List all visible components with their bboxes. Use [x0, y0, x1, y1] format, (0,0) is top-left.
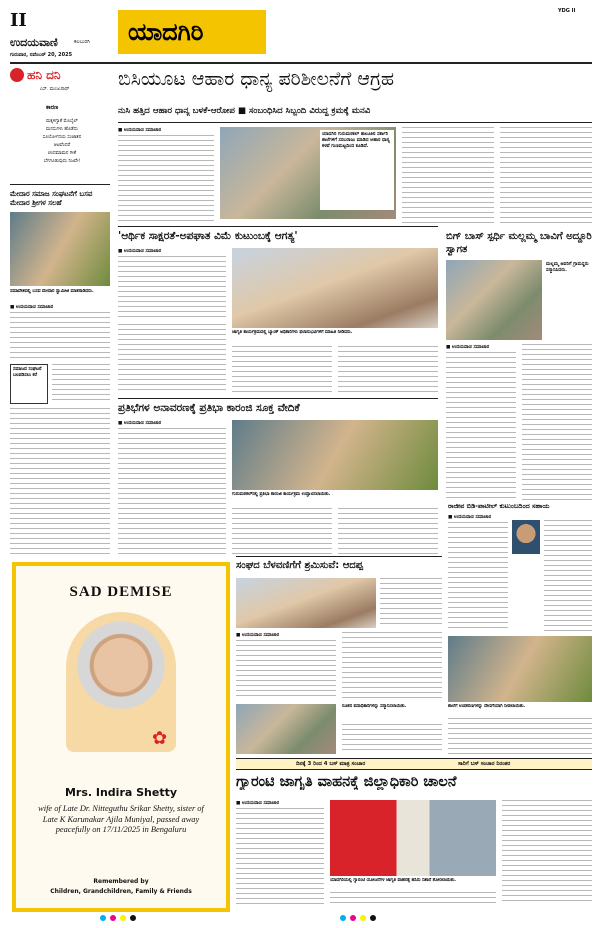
date-line: ಗುರುವಾರ, ನವೆಂಬರ್ 20, 2025 [10, 52, 73, 58]
paper-name: ಉದಯವಾಣಿ [10, 36, 58, 49]
donation-text-col1 [448, 522, 508, 632]
demise-title: SAD DEMISE [69, 584, 173, 600]
medara-box-note: ಸಮಾಜದ ಸಂಘಟನೆ ಬಲಪಡಿಸಲು ಕರೆ [13, 367, 42, 378]
medara-photo [10, 212, 110, 286]
medara-box [10, 364, 48, 404]
registration-marks [40, 914, 560, 922]
poem-line: ಮಕ್ಕಳಿಗ್ಯಾಕೆ ಮೊಬೈಲ್ [46, 119, 78, 124]
guarantee-byline: ■ ಉದಯವಾಣಿ ಸಮಾಚಾರ [236, 801, 280, 806]
left-rule [10, 184, 110, 185]
guarantee-caption: ಯಾದಗಿರಿಯಲ್ಲಿ ಗ್ಯಾರಂಟಿ ಯೋಜನೆಗಳ ಜಾಗೃತಿ ವಾಹನಕ್ಕೆ ಹಸಿರು ನಿಶಾನೆ ತೋರಲಾಯಿತು. [330, 878, 457, 883]
guarantee-photo [330, 800, 496, 876]
guarantee-text-col2 [502, 800, 592, 904]
talent-byline: ■ ಉದಯವಾಣಿ ಸಮಾಚಾರ [118, 421, 162, 426]
poem-line: ಮನಸುಗಳು ಹೊಡೆದು [46, 127, 78, 132]
medara-caption: ಸಮಾವೇಶದಲ್ಲಿ ಬಸವ ಮೇದಾರ ಸ್ವಾಮೀಜಿ ಮಾತನಾಡಿದರು. [10, 289, 94, 294]
ticker-right: ಸಾರಿಗೆ ಬಸ್ ಸಂಚಾರ ನಿರಂತರ [458, 761, 511, 767]
guarantee-text-col1 [236, 808, 324, 904]
reg-dot-black [370, 915, 376, 921]
medara-text [10, 312, 110, 360]
bigboss-photo [446, 260, 542, 340]
donation-text-col2 [544, 520, 592, 632]
donation-byline: ■ ಉದಯವಾಣಿ ಸಮಾಚಾರ [448, 515, 492, 520]
literacy-text-col4 [338, 346, 438, 394]
literacy-headline: 'ಆರ್ಥಿಕ ಸಾಕ್ಷರತೆ-ಅಪಘಾತ ವಿಮೆ ಕುಟುಂಬಕ್ಕೆ ಆಗತ್ಯ' [118, 230, 298, 242]
talent-text-col2 [232, 508, 332, 554]
poem-line: ಬೆಗಗೂಡುವುದು ನಿಜವೇ! [43, 159, 81, 164]
reg-dot-yellow [120, 915, 126, 921]
main-headline: ಬಿಸಿಯೂಟ ಆಹಾರ ಧಾನ್ಯ ಪರಿಶೀಲನೆಗೆ ಆಗ್ರಹ [118, 68, 395, 90]
main-text-col2 [402, 127, 494, 225]
literacy-text-col3 [232, 346, 332, 394]
donation-headline: ರಾಜೀವ ಬಿಡಿ-ಪಾಟೀಲ್ ಕುಟುಂಬದಿಂದ ಸಹಾಯ [448, 502, 550, 510]
main-byline: ■ ಉದಯವಾಣಿ ಸಮಾಚಾರ [118, 128, 162, 133]
demise-advert [12, 562, 230, 912]
reg-dot-magenta [110, 915, 116, 921]
bigboss-text-col2 [522, 344, 592, 500]
reg-dot-cyan [100, 915, 106, 921]
reg-dot-magenta [350, 915, 356, 921]
bigboss-photo-note: ಮಲ್ಲಮ್ಮ ಅವರಿಗೆ ಗ್ರಾಮಸ್ಥರು ಸನ್ಮಾನಿಸಿದರು. [546, 262, 589, 273]
reg-dot-yellow [360, 915, 366, 921]
masthead-rule [10, 62, 592, 64]
hani-dani-author: ಎಸ್. ಮಂಜುನಾಥ್ [40, 87, 70, 92]
talent-caption: ಗುರುಮಠಕಲ್‌ನಲ್ಲಿ ಪ್ರತಿಭಾ ಕಾರಂಜಿ ಕಾರ್ಯಕ್ರಮ ಉದ್ಘಾಟಿಸಲಾಯಿತು. [232, 492, 331, 497]
bigboss-byline: ■ ಉದಯವಾಣಿ ಸಮಾಚಾರ [446, 345, 490, 350]
page-number: II [10, 10, 27, 31]
guarantee-text-col3 [330, 892, 496, 904]
bigboss-headline: ಬಿಗ್ ಬಾಸ್ ಸ್ಪರ್ಧಿ ಮಲ್ಲಮ್ಮ ಬಾವಿಗೆ ಅದ್ದೂರಿ ಸ್ವಾಗತ [446, 231, 592, 255]
talent-text-col3 [338, 508, 438, 554]
org-caption: ನೂತನ ಪದಾಧಿಕಾರಿಗಳನ್ನು ಸನ್ಮಾನಿಸಲಾಯಿತು. [342, 704, 407, 709]
main-text-col1 [118, 135, 214, 225]
reg-dot-cyan [340, 915, 346, 921]
demise-name: Mrs. Indira Shetty [64, 786, 178, 799]
org-text-col3 [342, 724, 442, 754]
district-name: ಯಾದಗಿರಿ [128, 18, 204, 46]
org-text-col1 [236, 640, 336, 700]
hani-dani-badge [10, 68, 24, 82]
org-rule [236, 556, 442, 557]
talent-photo [232, 420, 438, 490]
org-photo-2 [236, 704, 336, 754]
main-pullquote: ಯಾದಗಿರಿ ಗುರುಮಠಕಲ್ ತಾಲೂಕಿನ ಸರ್ಕಾರಿ ಶಾಲೆಗಳಿಗೆ ಸರಬರಾಜು ಮಾಡಿದ ಆಹಾರ ಧಾನ್ಯ ಕಳಪೆ ಗುಣಮಟ್ಟದಿಂದ ಕೂಡಿದೆ. [320, 130, 394, 210]
poem-line: ಆಟವೆಂದರೆ [53, 143, 71, 148]
literacy-text-col1 [118, 256, 226, 320]
demise-details: wife of Late Dr. Nitteguthu Srikar Shetty, sister of Late K Karunakar Ajila Muniyal, passed away peacefully on 17/11/2025 in Bengaluru [38, 804, 204, 834]
flower-icon: ✿ [152, 728, 168, 749]
remembered-by: Children, Grandchildren, Family & Friends [50, 888, 192, 895]
medara-text-3 [10, 408, 110, 558]
remembered-label: Remembered by [93, 878, 149, 885]
talent-rule [118, 398, 438, 399]
medara-text-2 [52, 364, 110, 404]
poem-line: ಸೂರ್ಯೋದಯ ಸಂಜಾತನ [42, 135, 82, 140]
poem-heading: ಕಾರಣ [46, 104, 59, 111]
literacy-photo [232, 248, 438, 328]
main-subhead-rule [118, 122, 592, 123]
poem-line: ಚಂದಮಾಮನ ಗೀತೆ [47, 151, 77, 156]
talent-headline: ಪ್ರತಿಭೆಗಳ ಅನಾವರಣಕ್ಕೆ ಪ್ರತಿಭಾ ಕಾರಂಜಿ ಸೂಕ್ತ ವೇದಿಕೆ [118, 402, 300, 414]
donation-portrait [512, 520, 540, 554]
talent-text-col1 [118, 428, 226, 554]
org-text-col2 [342, 632, 442, 700]
reg-dot-black [130, 915, 136, 921]
org-photo [236, 578, 376, 628]
hani-dani-brand: ಹನಿ ದನಿ [27, 68, 61, 82]
donation-photo [448, 636, 592, 702]
org-text-side [380, 578, 442, 628]
literacy-rule [118, 226, 438, 227]
hani-dani-column [10, 68, 110, 188]
page-code: YDG II [558, 8, 576, 14]
main-subhead: ನುಸಿ ಹತ್ತಿದ ಆಹಾರ ಧಾನ್ಯ ಬಳಕೆ-ಆರೋಪ ■ ಸಂಬಂಧಿಸಿದ ಸಿಬ್ಬಂದಿ ವಿರುದ್ಧ ಕ್ರಮಕ್ಕೆ ಮನವಿ [118, 106, 371, 116]
ticker-left: ದಿನಕ್ಕೆ 3 ರಿಂದ 4 ಬಸ್ ಮಾತ್ರ ಸಂಚಾರ [296, 761, 366, 767]
donation-text-col3 [448, 718, 592, 754]
medara-headline: ಮೇದಾರ ಸಮಾಜ ಸಂಘಟನೆಗೆ ಬಸವ ಮೇದಾರ ಶ್ರೀಗಳ ಸಲಹೆ [10, 190, 93, 207]
edition-label: ಕಲಬುರಗಿ [74, 39, 90, 45]
ticker-bar [236, 758, 592, 770]
medara-byline: ■ ಉದಯವಾಣಿ ಸಮಾಚಾರ [10, 305, 54, 310]
org-headline: ಸಂಘದ ಬೆಳವಣಿಗೆಗೆ ಶ್ರಮಿಸುವೆ: ಆದಪ್ಪ [236, 560, 363, 571]
literacy-text-col2 [118, 324, 226, 394]
literacy-byline: ■ ಉದಯವಾಣಿ ಸಮಾಚಾರ [118, 249, 162, 254]
main-text-col3 [500, 127, 592, 225]
masthead [10, 8, 592, 64]
bigboss-text-col1 [446, 352, 516, 500]
donation-caption: ಶಾಲೆಗೆ ಉಪಕರಣಗಳನ್ನು ದೇಣಿಗೆಯಾಗಿ ನೀಡಲಾಯಿತು. [448, 704, 526, 709]
literacy-caption: ಜಾಗೃತಿ ಕಾರ್ಯಕ್ರಮದಲ್ಲಿ ಬ್ಯಾಂಕ್ ಅಧಿಕಾರಿಗಳು ಫಲಾನುಭವಿಗಳಿಗೆ ಮಾಹಿತಿ ನೀಡಿದರು. [232, 330, 353, 335]
org-byline: ■ ಉದಯವಾಣಿ ಸಮಾಚಾರ [236, 633, 280, 638]
guarantee-headline: ಗ್ಯಾರಂಟಿ ಜಾಗೃತಿ ವಾಹನಕ್ಕೆ ಜಿಲ್ಲಾಧಿಕಾರಿ ಚಾಲನೆ [236, 774, 457, 790]
